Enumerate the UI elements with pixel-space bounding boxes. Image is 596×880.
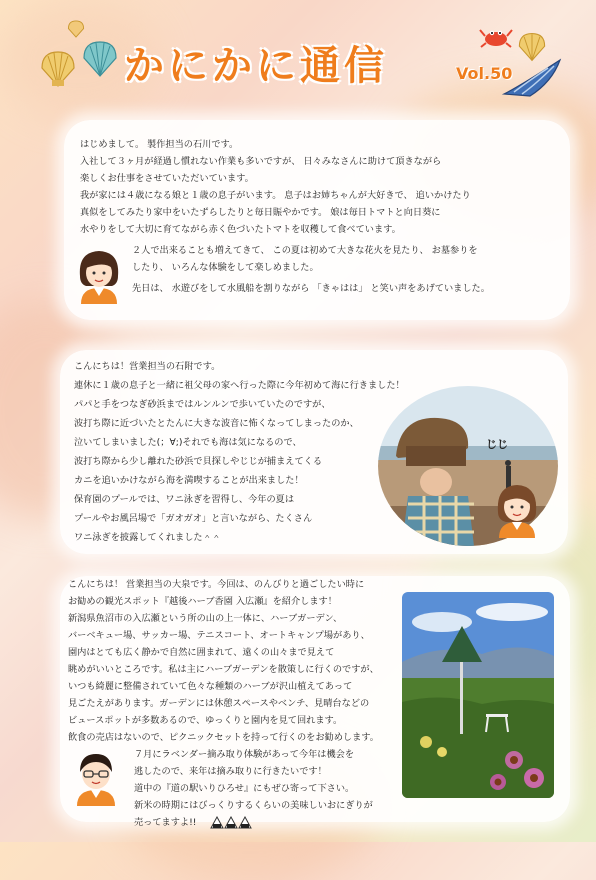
article-line: ワニ泳ぎを披露してくれました＾＾ <box>74 532 221 543</box>
article-line: 連休に１歳の息子と一緒に祖父母の家へ行った際に今年初めて海に行きました！ <box>74 380 405 391</box>
article-line: 新米の時期にはびっくりするくらいの美味しいおにぎりが <box>134 800 373 811</box>
article-line: 我が家には４歳になる娘と１歳の息子がいます。 息子はお姉ちゃんが大好きで、 追いかけたり <box>80 190 471 201</box>
article-line: こんにちは！ 営業担当の大泉です。今回は、のんびりと過ごしたい時に <box>68 579 365 590</box>
article-line: 楽しくお仕事をさせていただいています。 <box>80 173 254 184</box>
article-line: パパと手をつなぎ砂浜まではルンルンで歩いていたのですが、 <box>74 399 331 410</box>
article-line: 飲食の売店はないので、ピクニックセットを持って行くのをお勧めします。 <box>68 732 379 743</box>
article-line: お勧めの観光スポット『越後ハーブ香園 入広瀬』を紹介します！ <box>68 596 337 607</box>
article-card-3 <box>60 576 570 828</box>
article-line: 園内はとても広く静かで自然に囲まれて、遠くの山々まで見えて <box>68 647 335 658</box>
article-line: 保育園のプールでは、ワニ泳ぎを習得し、今年の夏は <box>74 494 295 505</box>
onigiri-icon <box>210 816 252 830</box>
article-card-2 <box>60 350 568 554</box>
photo-caption: じじ <box>486 438 508 451</box>
scallop-shell-icon <box>66 20 86 38</box>
masthead <box>0 0 596 110</box>
article-line: したり、 いろんな体験をして楽しめました。 <box>132 262 319 273</box>
article-line: 入社して３ヶ月が経過し慣れない作業も多いですが、 日々みなさんに助けて頂きながら <box>80 156 442 167</box>
article-line: 波打ち際から少し離れた砂浜で貝探しやじじが捕まえてくる <box>74 456 323 467</box>
article-line: 水やりをして大切に育てながら赤く色づいたトマトを収穫して食べています。 <box>80 224 401 235</box>
article-line: 売ってますよ!! <box>134 817 197 828</box>
author-avatar-icon <box>74 246 124 304</box>
article-line: 新潟県魚沼市の入広瀬という所の山の上一体に、ハーブガーデン、 <box>68 613 343 624</box>
scallop-shell-icon <box>38 50 78 88</box>
article-line: 見ごたえがあります。ガーデンには休憩スペースやベンチ、見晴台などの <box>68 698 370 709</box>
article-line: はじめまして。 製作担当の石川です。 <box>80 139 239 150</box>
author-avatar-icon <box>492 480 542 538</box>
article-line: 眺めがいいところです。私は主にハーブガーデンを散策しに行くのですが、 <box>68 664 379 675</box>
article-line: 逃したので、来年は摘み取りに行きたいです！ <box>134 766 327 777</box>
article-line: 道中の『道の駅いりひろせ』にもぜひ寄って下さい。 <box>134 783 355 794</box>
article-line: ２人で出来ることも増えてきて、 この夏は初めて大きな花火を見たり、 お墓参りを <box>132 245 478 256</box>
article-line: プールやお風呂場で「ガオガオ」と言いながら、たくさん <box>74 513 313 524</box>
volume-number: Vol.50 <box>456 64 513 83</box>
article-line: ７月にラベンダー摘み取り体験があって今年は機会を <box>134 749 355 760</box>
article-line: カニを追いかけながら海を満喫することが出来ました！ <box>74 475 304 486</box>
article-line: 先日は、 水遊びをして水風船を割りながら 「きゃはは」 と笑い声をあげていました。 <box>132 283 490 294</box>
article-line: こんにちは！営業担当の石附です。 <box>74 361 221 372</box>
article-line: 真似をしてみたり家中をいたずらしたりと毎日賑やかです。 娘は毎日トマトと向日葵に <box>80 207 441 218</box>
article-line: 泣いてしまいました(；∀;)それでも海は気になるので、 <box>74 437 302 448</box>
crab-icon <box>478 22 514 50</box>
scallop-shell-icon <box>80 40 120 78</box>
article-line: バーベキュー場、サッカー場、テニスコート、オートキャンプ場があり、 <box>68 630 370 641</box>
herb-garden-photo <box>402 592 554 798</box>
article-line: いつも綺麗に整備されていて色々な種類のハーブが沢山植えてあって <box>68 681 353 692</box>
article-line: 波打ち際に近づいたとたんに大きな波音に怖くなってしまったのか、 <box>74 418 359 429</box>
article-line: ビュースポットが多数あるので、ゆっくりと園内を見て回れます。 <box>68 715 343 726</box>
newsletter-title: かにかに通信 <box>124 43 388 89</box>
article-card-1 <box>64 120 570 320</box>
author-avatar-icon <box>70 748 122 806</box>
